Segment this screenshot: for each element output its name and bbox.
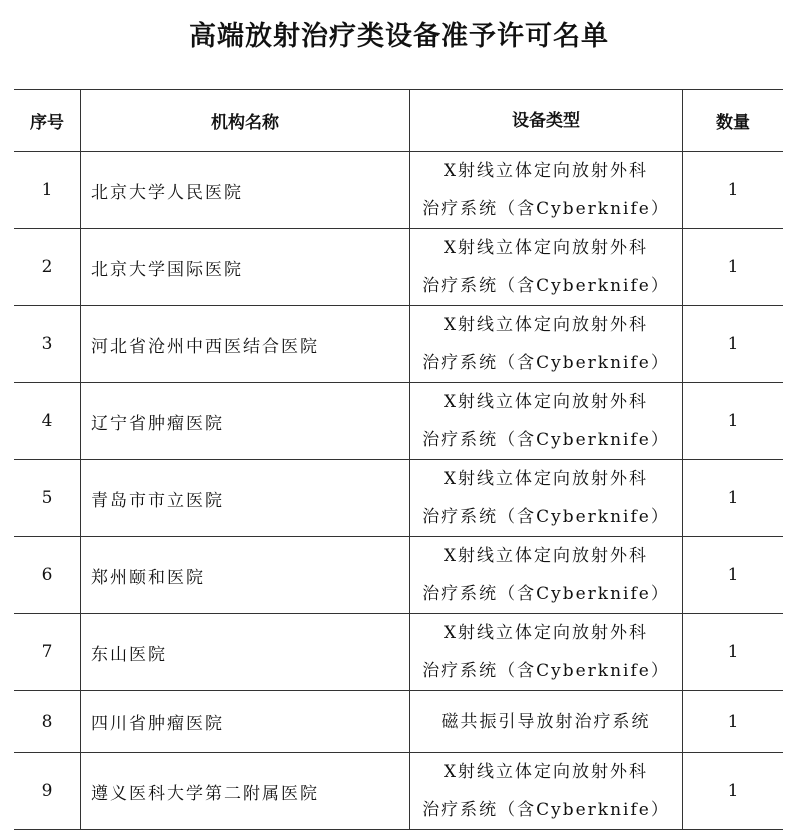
table-row — [14, 614, 783, 691]
type-line1: X射线立体定向放射外科 — [443, 238, 649, 258]
row-num: 6 — [14, 537, 81, 614]
table-row — [14, 537, 783, 614]
type-line2: 治疗系统（含Cyberknife） — [422, 353, 670, 373]
row-num: 9 — [14, 753, 81, 830]
header-org: 机构名称 — [81, 90, 410, 152]
row-org: 四川省肿瘤医院 — [81, 691, 410, 753]
type-line2: 治疗系统（含Cyberknife） — [422, 584, 670, 604]
header-type: 设备类型 — [410, 90, 683, 152]
header-qty: 数量 — [683, 90, 784, 152]
row-num: 8 — [14, 691, 81, 753]
table-row — [14, 383, 783, 460]
row-num: 1 — [14, 152, 81, 229]
row-qty: 1 — [683, 229, 784, 306]
row-qty: 1 — [683, 383, 784, 460]
type-line1: X射线立体定向放射外科 — [443, 546, 649, 566]
type-line2: 治疗系统（含Cyberknife） — [422, 661, 670, 681]
row-org: 北京大学人民医院 — [81, 152, 410, 229]
row-type — [410, 460, 683, 537]
row-qty: 1 — [683, 152, 784, 229]
row-org: 河北省沧州中西医结合医院 — [81, 306, 410, 383]
type-line1: X射线立体定向放射外科 — [443, 469, 649, 489]
type-line2: 治疗系统（含Cyberknife） — [422, 276, 670, 296]
type-line1: X射线立体定向放射外科 — [443, 762, 649, 782]
row-org: 郑州颐和医院 — [81, 537, 410, 614]
row-qty: 1 — [683, 753, 784, 830]
row-qty: 1 — [683, 614, 784, 691]
type-line2: 治疗系统（含Cyberknife） — [422, 430, 670, 450]
row-type — [410, 753, 683, 830]
row-num: 5 — [14, 460, 81, 537]
row-num: 4 — [14, 383, 81, 460]
row-org: 北京大学国际医院 — [81, 229, 410, 306]
row-qty: 1 — [683, 460, 784, 537]
table-row — [14, 753, 783, 830]
row-type — [410, 537, 683, 614]
table-row — [14, 152, 783, 229]
row-org: 青岛市市立医院 — [81, 460, 410, 537]
type-line1: X射线立体定向放射外科 — [443, 392, 649, 412]
license-table — [14, 89, 783, 830]
type-line1: X射线立体定向放射外科 — [443, 623, 649, 643]
type-line2: 治疗系统（含Cyberknife） — [422, 507, 670, 527]
table-row — [14, 229, 783, 306]
row-type — [410, 614, 683, 691]
row-org: 辽宁省肿瘤医院 — [81, 383, 410, 460]
row-qty: 1 — [683, 537, 784, 614]
type-line1: 磁共振引导放射治疗系统 — [441, 711, 651, 732]
row-num: 2 — [14, 229, 81, 306]
type-line1: X射线立体定向放射外科 — [443, 315, 649, 335]
table-header-row — [14, 90, 783, 152]
row-type — [410, 152, 683, 229]
row-type — [410, 691, 683, 753]
table-row — [14, 460, 783, 537]
row-type — [410, 383, 683, 460]
header-num: 序号 — [14, 90, 81, 152]
row-num: 7 — [14, 614, 81, 691]
row-org: 遵义医科大学第二附属医院 — [81, 753, 410, 830]
table-row — [14, 691, 783, 753]
type-line2: 治疗系统（含Cyberknife） — [422, 199, 670, 219]
row-qty: 1 — [683, 306, 784, 383]
row-org: 东山医院 — [81, 614, 410, 691]
table-row — [14, 306, 783, 383]
row-num: 3 — [14, 306, 81, 383]
row-qty: 1 — [683, 691, 784, 753]
row-type — [410, 229, 683, 306]
page-title: 高端放射治疗类设备准予许可名单 — [189, 21, 609, 52]
type-line2: 治疗系统（含Cyberknife） — [422, 800, 670, 820]
type-line1: X射线立体定向放射外科 — [443, 161, 649, 181]
row-type — [410, 306, 683, 383]
